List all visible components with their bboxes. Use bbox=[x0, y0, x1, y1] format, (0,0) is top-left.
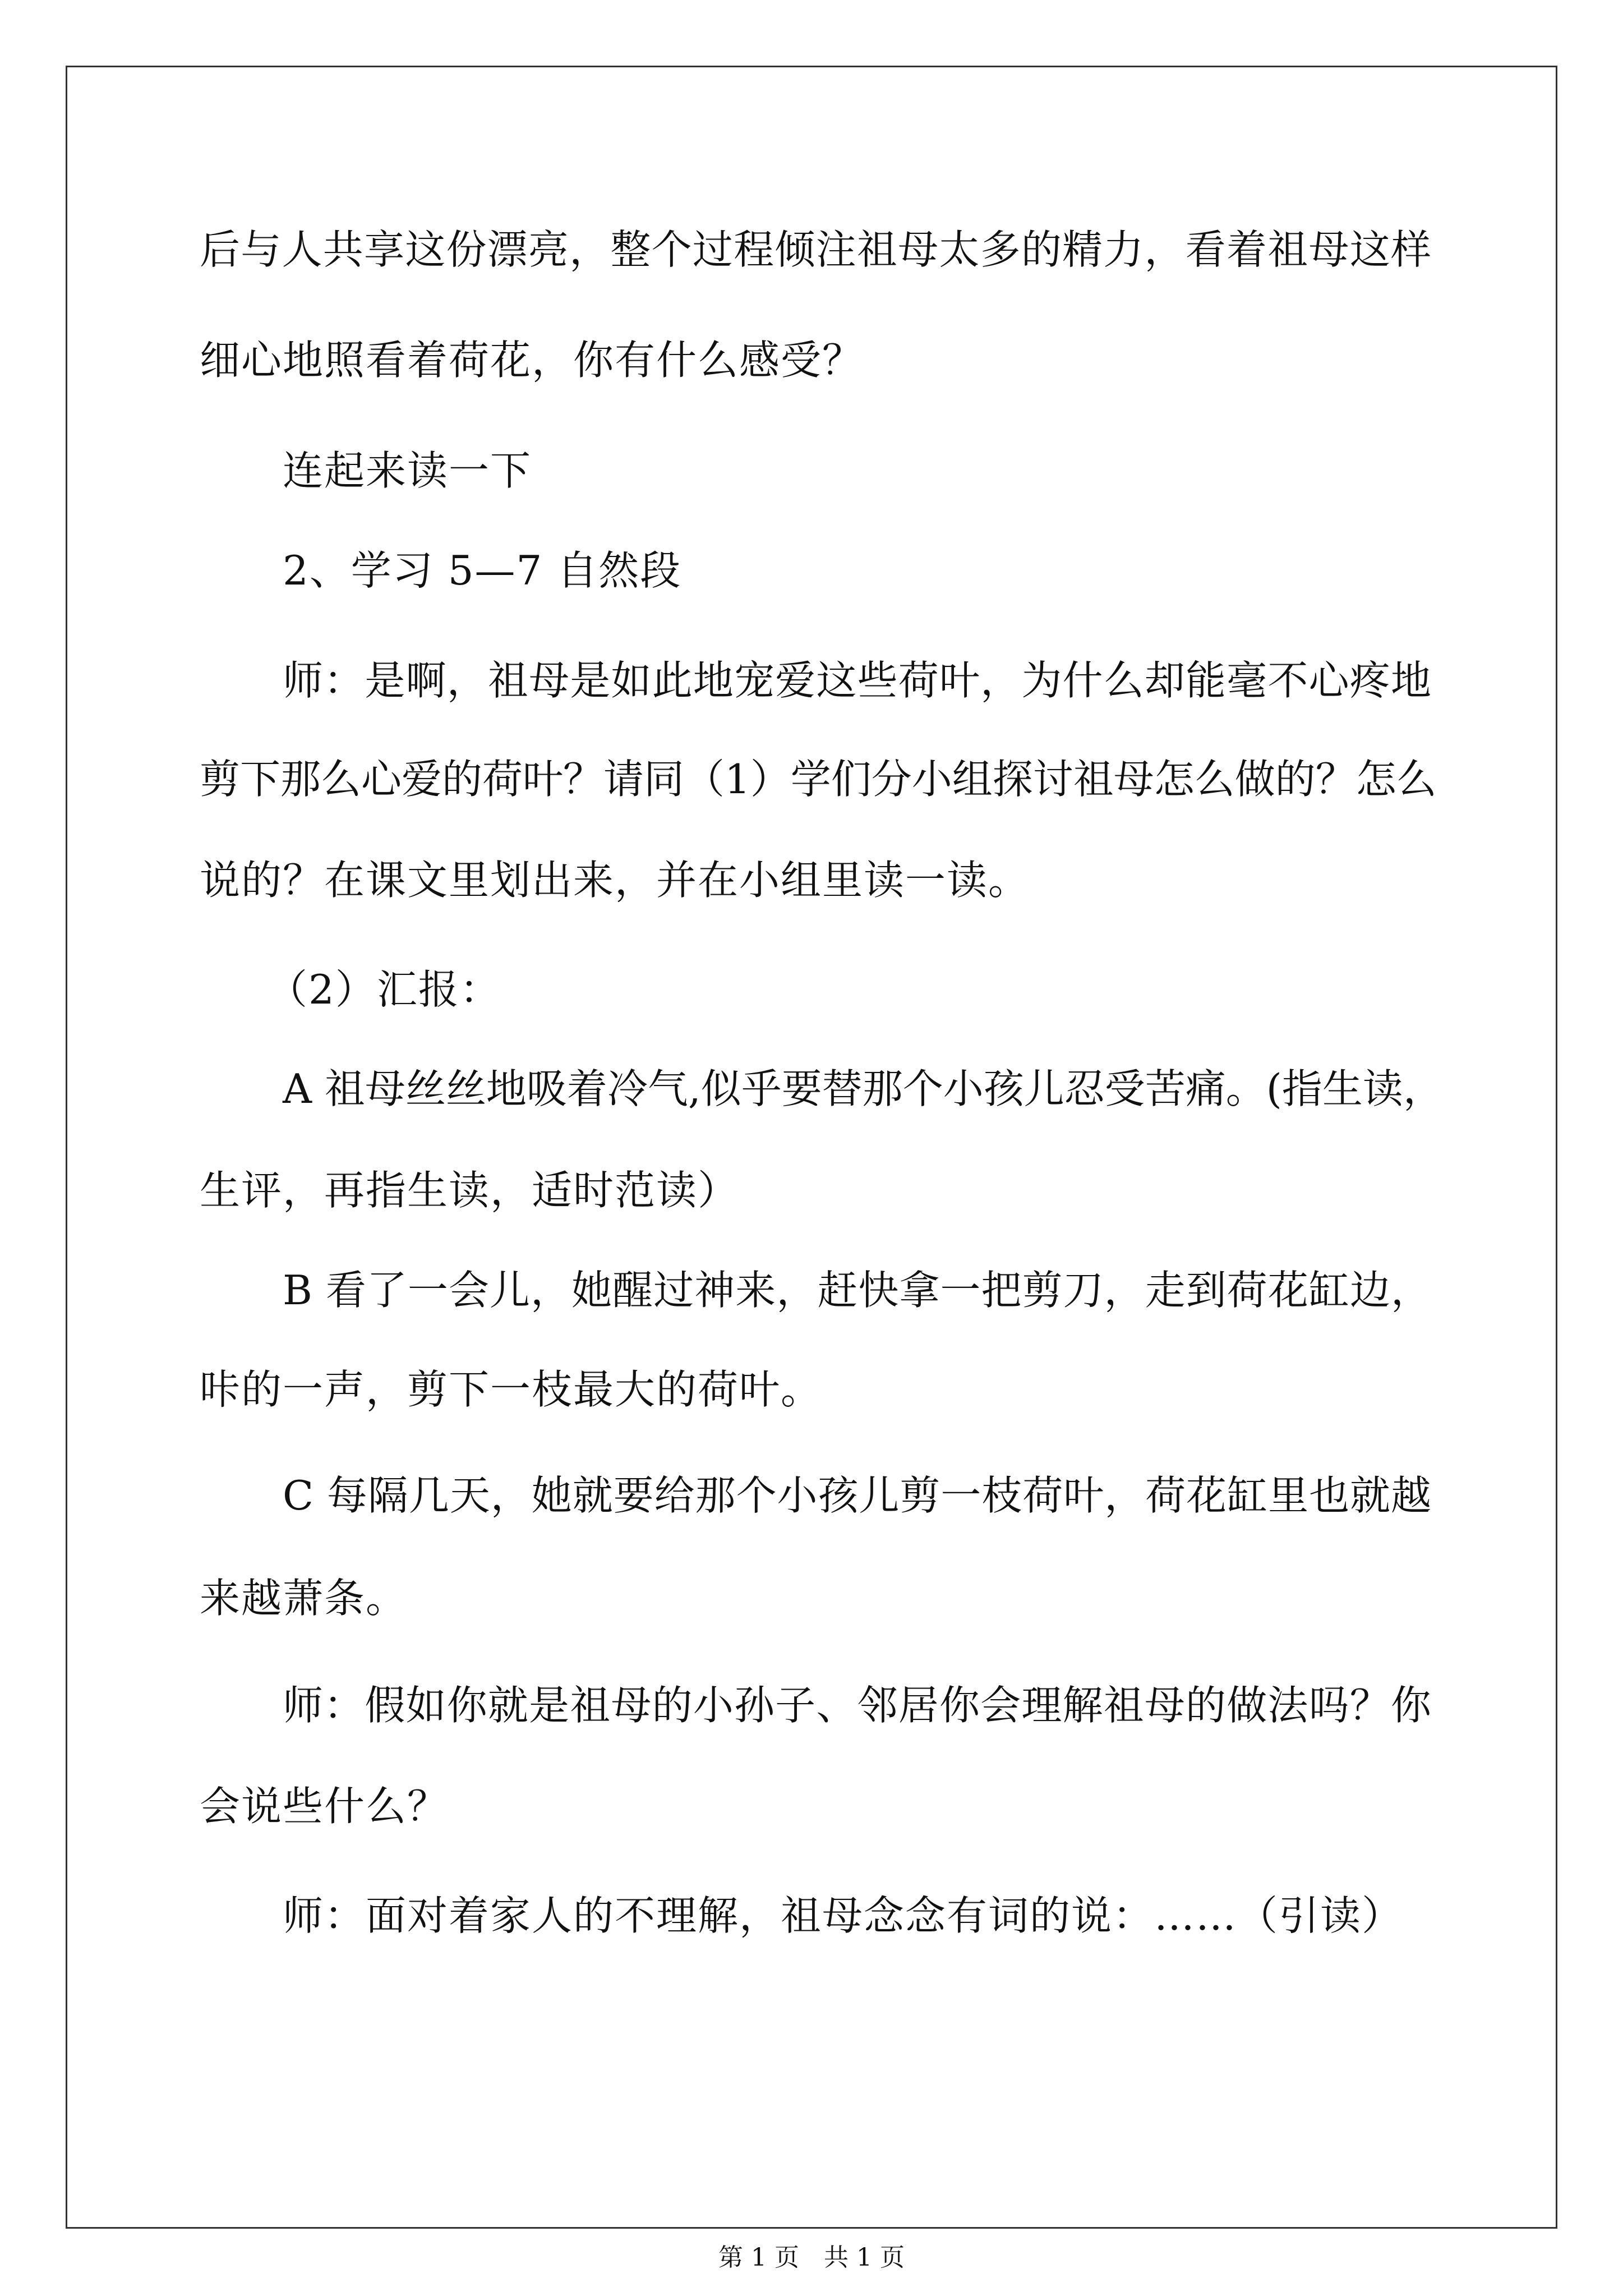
text-line: 生评，再指生读，适时范读） bbox=[200, 1167, 740, 1214]
text-line: 连起来读一下 bbox=[283, 447, 532, 494]
text-line: B 看了一会儿，她醒过神来，赶快拿一把剪刀，走到荷花缸边， bbox=[283, 1267, 1431, 1314]
text-line: 来越萧条。 bbox=[200, 1575, 408, 1622]
text-line: 师：假如你就是祖母的小孙子、邻居你会理解祖母的做法吗？你 bbox=[283, 1682, 1431, 1729]
text-line: A 祖母丝丝地吸着冷气,似乎要替那个小孩儿忍受苦痛。(指生读， bbox=[283, 1065, 1444, 1112]
text-line: 剪下那么心爱的荷叶？请同（1）学们分小组探讨祖母怎么做的？怎么 bbox=[200, 756, 1437, 803]
text-line: 会说些什么？ bbox=[200, 1783, 449, 1830]
page-number-current: 第 1 页 bbox=[718, 2243, 799, 2272]
page-footer bbox=[0, 2241, 1623, 2275]
text-line: 后与人共享这份漂亮，整个过程倾注祖母太多的精力，看着祖母这样 bbox=[200, 226, 1431, 273]
page-number-total: 共 1 页 bbox=[824, 2243, 905, 2272]
text-line: 说的？在课文里划出来，并在小组里读一读。 bbox=[200, 857, 1030, 904]
text-line: 师：面对着家人的不理解，祖母念念有词的说：……（引读） bbox=[283, 1892, 1404, 1939]
text-line: 师：是啊，祖母是如此地宠爱这些荷叶，为什么却能毫不心疼地 bbox=[283, 657, 1431, 704]
text-line: （2）汇报： bbox=[267, 966, 501, 1013]
text-line: 细心地照看着荷花，你有什么感受？ bbox=[200, 337, 864, 384]
text-line: C 每隔几天，她就要给那个小孩儿剪一枝荷叶，荷花缸里也就越 bbox=[283, 1472, 1431, 1519]
section-heading: 2、学习 5—7 自然段 bbox=[283, 547, 682, 594]
text-line: 咔的一声，剪下一枝最大的荷叶。 bbox=[200, 1366, 823, 1413]
